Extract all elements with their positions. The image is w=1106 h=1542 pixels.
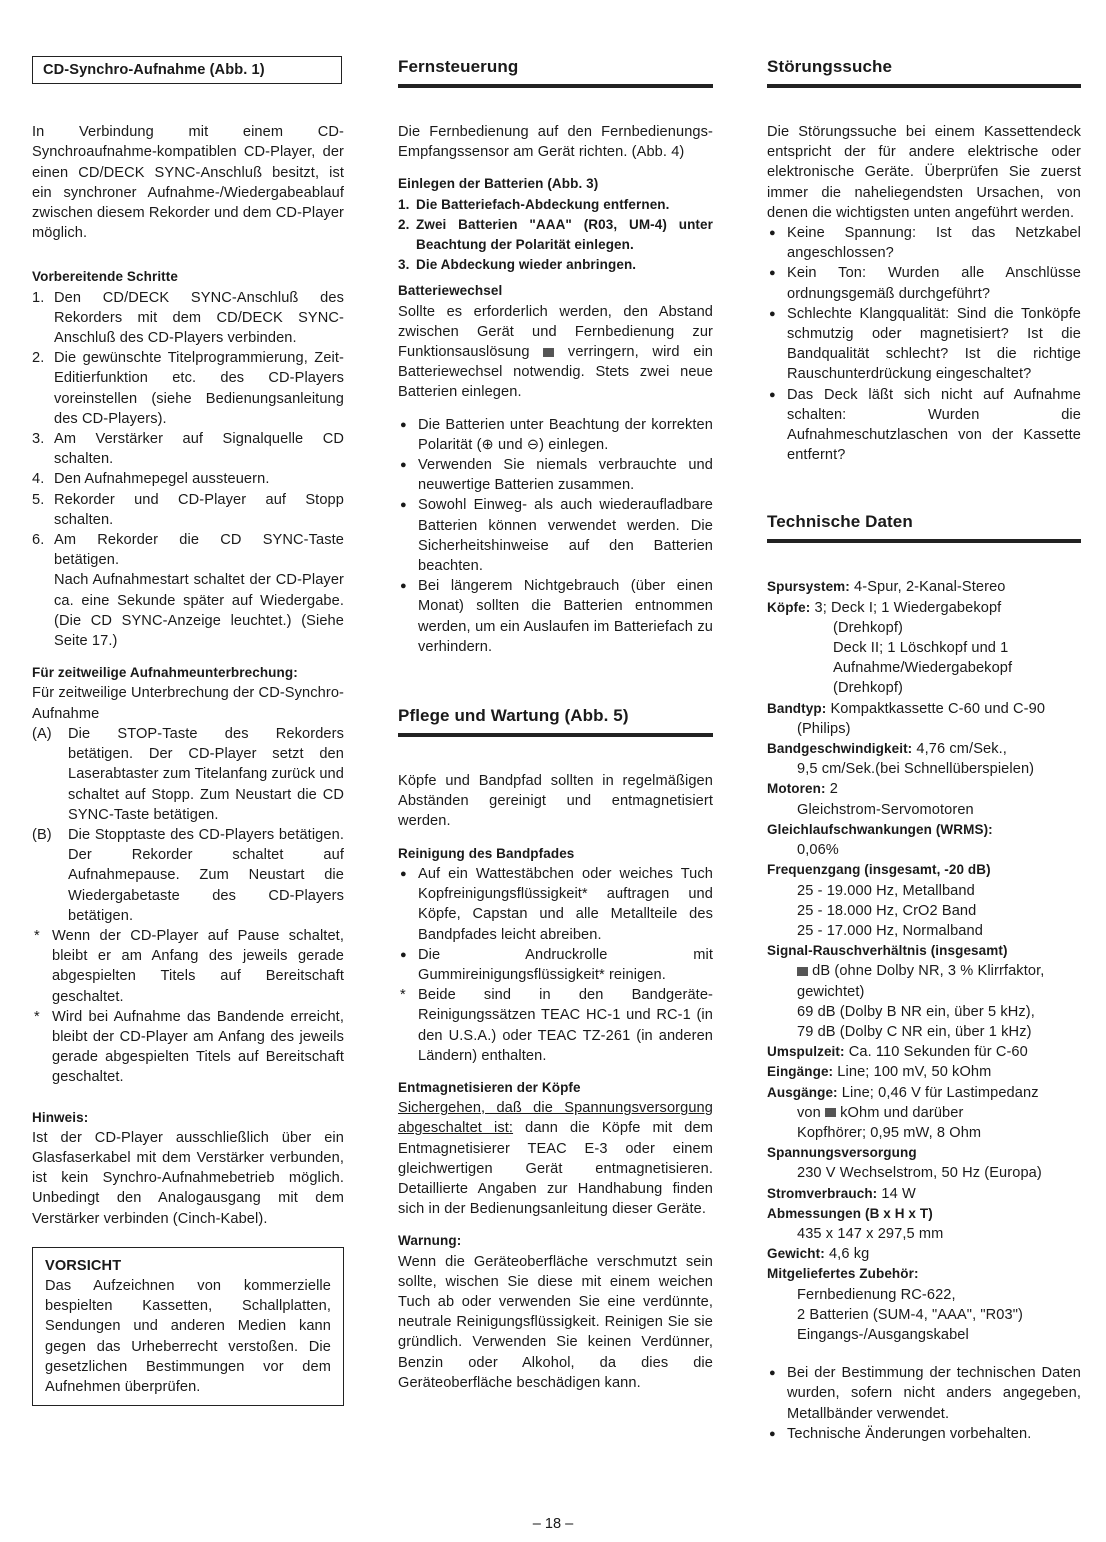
placeholder-square-icon bbox=[543, 348, 554, 357]
spec-freq-line: 25 - 19.000 Hz, Metallband bbox=[797, 882, 975, 899]
battery-bullet: ● Verwenden Sie niemals verbrauchte und neuwertige Batterien zusammen. bbox=[398, 455, 713, 495]
spec-accessory: Eingangs-/Ausgangskabel bbox=[797, 1326, 969, 1343]
note-item: * Wird bei Aufnahme das Bandende erreicht, bleibt der CD-Player am Anfang des jeweils gerade abgespielten Titels auf Bereitschaft geschaltet. bbox=[32, 1007, 344, 1088]
placeholder-square-icon bbox=[797, 967, 808, 976]
battery-bullet: ● Die Batterien unter Beachtung der korrekten Polarität (⊕ und ⊖) einlegen. bbox=[398, 415, 713, 455]
spec-heads-line: (Drehkopf) bbox=[833, 619, 903, 636]
spec-consumption: Stromverbrauch: 14 W bbox=[767, 1185, 916, 1202]
spec-heads-line: Aufnahme/Wiedergabekopf bbox=[833, 660, 1013, 677]
prep-step: 4. Den Aufnahmepegel aussteuern. bbox=[32, 471, 270, 488]
spec-motor-line: Gleichstrom-Servomotoren bbox=[797, 801, 974, 818]
final-bullet: ● Bei der Bestimmung der technischen Daten wurden, sofern nicht anders angegeben, Metallbänder verwendet. bbox=[767, 1363, 1081, 1424]
clean-bullet: ● Die Andruckrolle mit Gummireinigungsflüssigkeit* reinigen. bbox=[398, 945, 713, 985]
caution-text: Das Aufzeichnen von kommerzielle bespielten Kassetten, Schallplatten, Sendungen und anderen Medien kann gegen das Urheberrecht verstoßen. Die gesetzlichen Bestimmungen vor dem Aufnehmen überprüfen. bbox=[45, 1277, 331, 1395]
battery-change-title: Batteriewechsel bbox=[398, 283, 503, 299]
spec-accessory: Fernbedienung RC-622, bbox=[797, 1286, 956, 1303]
column-trouble-specs bbox=[767, 56, 1081, 1444]
spec-tape: Bandtyp: Kompaktkassette C-60 und C-90 bbox=[767, 700, 1046, 717]
hint-title: Hinweis: bbox=[32, 1109, 89, 1125]
battery-bullet: ● Bei längerem Nichtgebrauch (über einen Monat) sollten die Batterien entnommen werden, um ein Auslaufen im Batteriefach zu verhindern. bbox=[398, 576, 713, 657]
clean-note-list bbox=[398, 985, 713, 1066]
spec-snr-line: dB (ohne Dolby NR, 3 % Klirrfaktor, bbox=[767, 961, 1081, 981]
trouble-bullet: ● Keine Spannung: Ist das Netzkabel angeschlossen? bbox=[767, 223, 1081, 263]
spec-accessory: 2 Batterien (SUM-4, "AAA", "R03") bbox=[797, 1306, 1023, 1323]
spec-snr-label: Signal-Rauschverhältnis (insgesamt) bbox=[767, 943, 1008, 959]
care-intro: Köpfe und Bandpfad sollten in regelmäßigen Abständen gereinigt und entmagnetisiert werden. bbox=[398, 773, 713, 830]
warning-text: Wenn die Geräteoberfläche verschmutzt sein sollte, wischen Sie diese mit einem weichen Tuch ab oder verwenden Sie eine verdünnte, neutrale Reinigungsflüssigkeit. Reinigen Sie sie gründlich. Verwenden Sie keinen Verdünner, Benzin oder Alkohol, da dies die Geräteoberfläche beschädigen kann. bbox=[398, 1253, 713, 1391]
cd-synchro-intro: In Verbindung mit einem CD-Synchroaufnahme-kompatiblen CD-Player, der einen CD/DECK SYNC-Anschluß besitzt, ist ein synchroner Aufnahme-/Wiedergabeablauf zwischen diesem Rekorder und dem CD-Player möglich. bbox=[32, 124, 344, 242]
prep-step: 1. Den CD/DECK SYNC-Anschluß des Rekorders mit dem CD/DECK SYNC-Anschluß des CD-Players verbinden. bbox=[32, 289, 344, 347]
pause-list bbox=[32, 724, 344, 926]
note-item: * Wenn der CD-Player auf Pause schaltet, bleibt er am Anfang des jeweils gerade abgespielten Titels auf Bereitschaft geschaltet. bbox=[32, 926, 344, 1007]
column-remote-care bbox=[398, 56, 713, 1393]
demag-title: Entmagnetisieren der Köpfe bbox=[398, 1079, 581, 1095]
trouble-heading: Störungssuche bbox=[767, 56, 1081, 88]
clean-title: Reinigung des Bandpfades bbox=[398, 845, 575, 861]
spec-snr-line: 69 dB (Dolby B NR ein, über 5 kHz), bbox=[797, 1003, 1035, 1020]
battery-steps bbox=[398, 195, 713, 276]
spec-wow-label: Gleichlaufschwankungen (WRMS): bbox=[767, 821, 993, 837]
pause-title: Für zeitweilige Aufnahmeunterbrechung: bbox=[32, 665, 298, 681]
page-number: – 18 – bbox=[532, 1516, 574, 1532]
caution-title: VORSICHT bbox=[45, 1257, 122, 1274]
spec-freq-line: 25 - 17.000 Hz, Normalband bbox=[797, 922, 983, 939]
spec-tape-line: (Philips) bbox=[797, 720, 851, 737]
prep-after-text: Nach Aufnahmestart schaltet der CD-Player ca. eine Sekunde später auf Wiedergabe. (Die CD SYNC-Anzeige leuchtet.) (Siehe Seite 17.) bbox=[54, 572, 344, 650]
spec-heads: Köpfe: 3; Deck I; 1 Wiedergabekopf bbox=[767, 599, 1002, 616]
cd-synchro-heading: CD-Synchro-Aufnahme (Abb. 1) bbox=[32, 56, 342, 84]
spec-heads-line: (Drehkopf) bbox=[833, 680, 903, 697]
spec-accessories-label: Mitgeliefertes Zubehör: bbox=[767, 1266, 919, 1282]
spec-heads-line: Deck II; 1 Löschkopf und 1 bbox=[833, 640, 1009, 657]
battery-bullets bbox=[398, 415, 713, 657]
spec-inputs: Eingänge: Line; 100 mV, 50 kOhm bbox=[767, 1064, 992, 1081]
warning-title: Warnung: bbox=[398, 1233, 462, 1249]
prep-step: 2. Die gewünschte Titelprogrammierung, Zeit-Editierfunktion etc. des CD-Players voreinstellen (siehe Bedienungsanleitung des CD-Players). bbox=[32, 350, 344, 427]
spec-outputs-line: Kopfhörer; 0,95 mW, 8 Ohm bbox=[797, 1124, 982, 1141]
battery-step: 2. Zwei Batterien "AAA" (R03, UM-4) unter Beachtung der Polarität einlegen. bbox=[398, 216, 713, 253]
battery-insert-title: Einlegen der Batterien (Abb. 3) bbox=[398, 176, 599, 192]
trouble-bullet: ● Kein Ton: Wurden alle Anschlüsse ordnungsgemäß durchgeführt? bbox=[767, 263, 1081, 303]
spec-dimensions-label: Abmessungen (B x H x T) bbox=[767, 1205, 933, 1221]
clean-bullets bbox=[398, 864, 713, 985]
spec-list bbox=[767, 577, 1081, 1345]
prep-step: 6. Am Rekorder die CD SYNC-Taste betätigen. bbox=[32, 532, 344, 569]
spec-dimensions-value: 435 x 147 x 297,5 mm bbox=[797, 1225, 944, 1242]
battery-step: 1. Die Batteriefach-Abdeckung entfernen. bbox=[398, 196, 670, 212]
spec-wow-value: 0,06% bbox=[797, 842, 839, 859]
final-bullet: ● Technische Änderungen vorbehalten. bbox=[767, 1424, 1081, 1444]
battery-change-text: Sollte es erforderlich werden, den Abstand zwischen Gerät und Fernbedienung zur Funktionsauslösung verringern, wird ein Batteriewechsel notwendig. Stets zwei neue Batterien einlegen. bbox=[398, 303, 714, 401]
clean-bullet: ● Auf ein Wattestäbchen oder weiches Tuch Kopfreinigungsflüssigkeit* auftragen und Köpfe, Capstan und alle Metallteile des Bandpfades leicht abreiben. bbox=[398, 864, 713, 945]
spec-snr-line: gewichtet) bbox=[797, 983, 865, 1000]
trouble-bullet: ● Das Deck läßt sich nicht auf Aufnahme schalten: Wurden die Aufnahmeschutzlaschen von der Kassette entfernt? bbox=[767, 385, 1081, 466]
spec-speed-line: 9,5 cm/Sek.(bei Schnellüberspielen) bbox=[797, 761, 1035, 778]
spec-weight: Gewicht: 4,6 kg bbox=[767, 1246, 870, 1263]
spec-power-label: Spannungsversorgung bbox=[767, 1145, 917, 1161]
remote-intro: Die Fernbedienung auf den Fernbedienungs-Empfangssensor am Gerät richten. (Abb. 4) bbox=[398, 124, 713, 161]
caution-box bbox=[32, 1247, 344, 1406]
placeholder-square-icon bbox=[825, 1108, 836, 1117]
demag-text: Sichergehen, daß die Spannungsversorgung abgeschaltet ist: dann die Köpfe mit dem Entmagnetisierer TEAC E-3 oder einem gleichwertigen Gerät entmagnetisieren. Detaillierte Angaben zur Handhabung finden sich in der Bedienungsanleitung dieser Geräte. bbox=[398, 1100, 713, 1218]
spec-speed: Bandgeschwindigkeit: 4,76 cm/Sek., bbox=[767, 741, 1007, 758]
pause-intro: Für zeitweilige Unterbrechung der CD-Synchro-Aufnahme bbox=[32, 685, 344, 722]
spec-outputs: Ausgänge: Line; 0,46 V für Lastimpedanz bbox=[767, 1084, 1039, 1101]
remote-heading: Fernsteuerung bbox=[398, 56, 713, 88]
cd-notes-list bbox=[32, 926, 344, 1088]
tech-heading: Technische Daten bbox=[767, 511, 1081, 543]
hint-text: Ist der CD-Player ausschließlich über ein Glasfaserkabel mit dem Verstärker verbunden, ist kein Synchro-Aufnahmebetrieb möglich. Unbedingt den Analogausgang mit dem Verstärker verbinden (Cinch-Kabel). bbox=[32, 1129, 344, 1227]
spec-power-value: 230 V Wechselstrom, 50 Hz (Europa) bbox=[797, 1165, 1042, 1182]
trouble-bullets bbox=[767, 223, 1081, 465]
prep-step: 5. Rekorder und CD-Player auf Stopp schalten. bbox=[32, 491, 344, 528]
spec-motor: Motoren: 2 bbox=[767, 781, 838, 798]
battery-step: 3. Die Abdeckung wieder anbringen. bbox=[398, 257, 637, 273]
spec-track: Spursystem: 4-Spur, 2-Kanal-Stereo bbox=[767, 579, 1006, 596]
spec-freq-label: Frequenzgang (insgesamt, -20 dB) bbox=[767, 862, 991, 878]
trouble-bullet: ● Schlechte Klangqualität: Sind die Tonköpfe schmutzig oder magnetisiert? Ist die Bandqualität schlecht? Ist die richtige Rauschunterdrückung eingeschaltet? bbox=[767, 304, 1081, 385]
prep-steps-title: Vorbereitende Schritte bbox=[32, 269, 178, 285]
trouble-intro: Die Störungssuche bei einem Kassettendeck entspricht der für andere elektrische oder elektronische Geräte. Überprüfen Sie zuerst immer die naheliegendsten Ursachen, von denen die wichtigsten unten angeführt werden. bbox=[767, 124, 1081, 221]
pause-item: (A) Die STOP-Taste des Rekorders betätigen. Der CD-Player setzt den Laserabtaster zum Titelanfang zurück und schaltet auf Stopp. Zum Neustart die CD SYNC-Taste betätigen. bbox=[32, 725, 344, 823]
prep-steps-list bbox=[32, 288, 344, 571]
prep-step: 3. Am Verstärker auf Signalquelle CD schalten. bbox=[32, 431, 344, 468]
spec-outputs-line: von kOhm und darüber bbox=[797, 1104, 964, 1121]
spec-freq-line: 25 - 18.000 Hz, CrO2 Band bbox=[797, 902, 977, 919]
care-heading: Pflege und Wartung (Abb. 5) bbox=[398, 705, 713, 737]
pause-item: (B) Die Stopptaste des CD-Players betätigen. Der Rekorder schaltet auf Aufnahmepause. Zum Neustart die Wiedergabetaste des CD-Players betätigen. bbox=[32, 826, 344, 924]
battery-bullet: ● Sowohl Einweg- als auch wiederaufladbare Batterien können verwendet werden. Die Sicherheitshinweise auf den Batterien beachten. bbox=[398, 495, 713, 576]
clean-note: * Beide sind in den Bandgeräte-Reinigungssätzen TEAC HC-1 und RC-1 (in den U.S.A.) oder TEAC TZ-261 (in anderen Ländern) enthalten. bbox=[398, 985, 713, 1066]
final-bullets bbox=[767, 1363, 1081, 1444]
spec-snr-line: 79 dB (Dolby C NR ein, über 1 kHz) bbox=[797, 1023, 1032, 1040]
column-cd-synchro bbox=[32, 56, 344, 1406]
spec-rewind: Umspulzeit: Ca. 110 Sekunden für C-60 bbox=[767, 1044, 1028, 1061]
